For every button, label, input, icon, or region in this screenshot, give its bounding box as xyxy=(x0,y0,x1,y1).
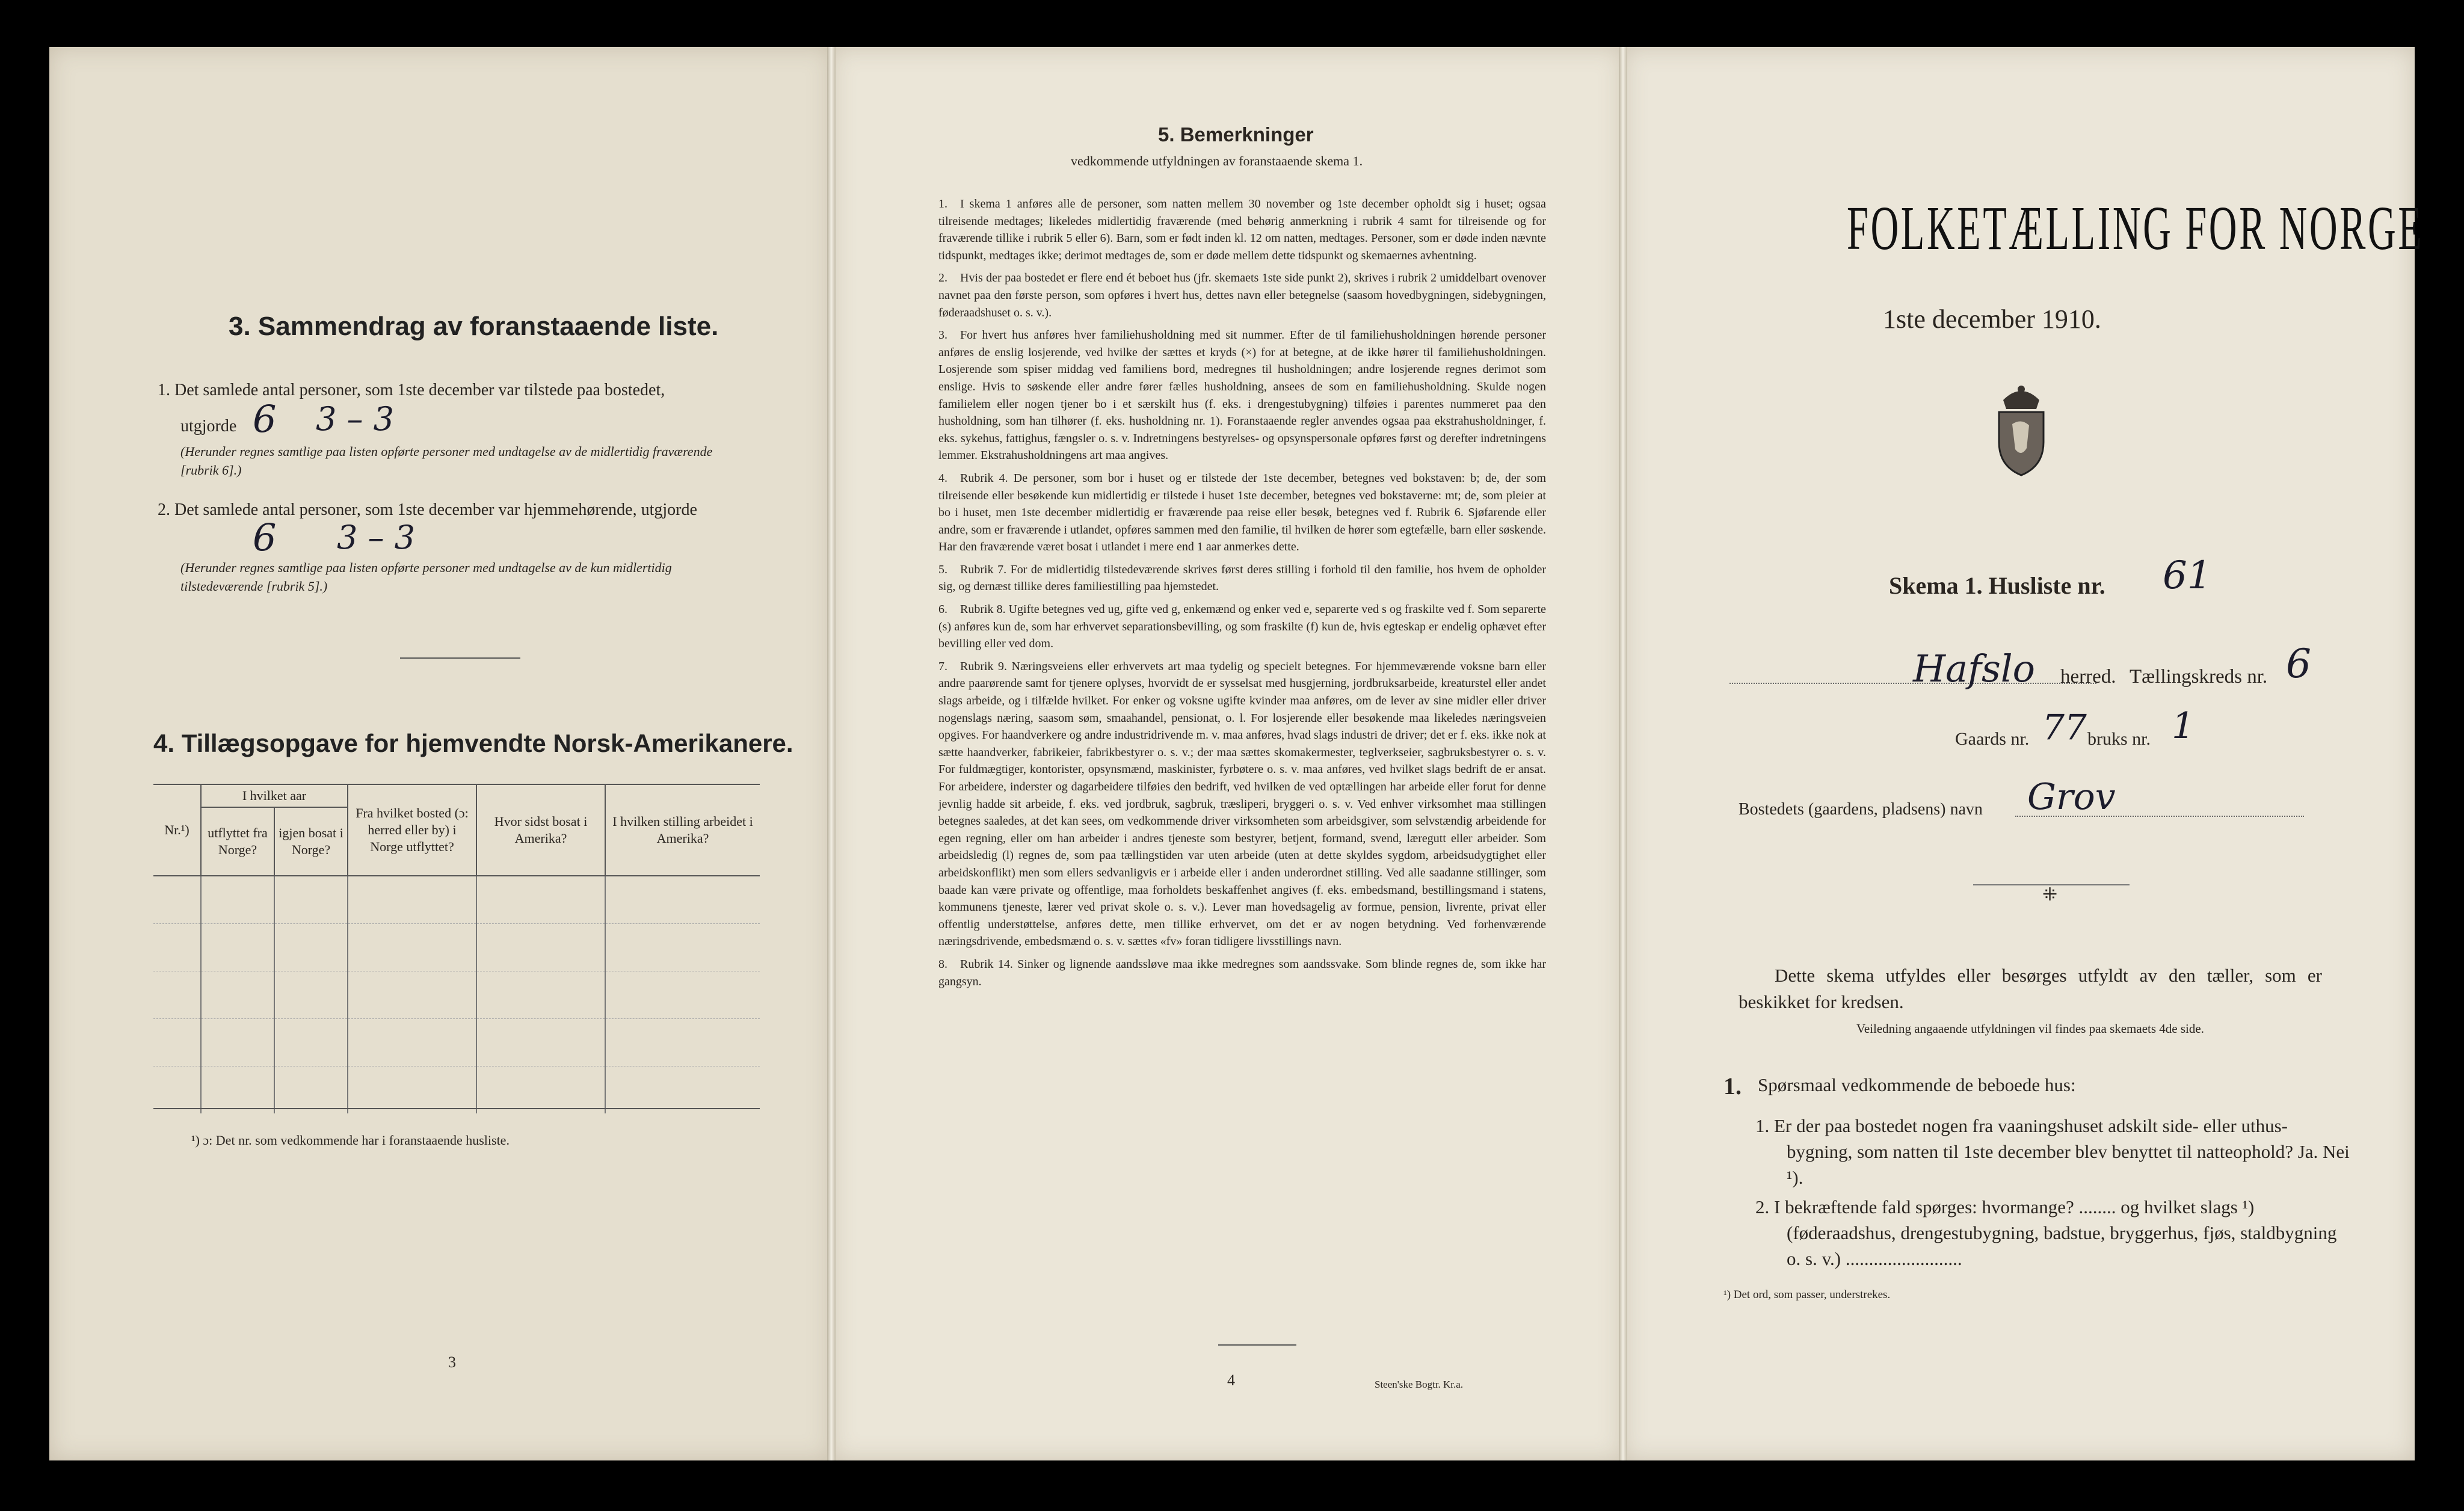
col-sidst-bosat: Hvor sidst bosat i Amerika? xyxy=(476,785,605,876)
right-footnote: ¹) Det ord, som passer, understrekes. xyxy=(1723,1288,1891,1301)
table-footnote: ¹) ɔ: Det nr. som vedkommende har i foranstaaende husliste. xyxy=(191,1133,510,1148)
ornament-icon: ⁜ xyxy=(2042,885,2058,905)
herred-label: herred. xyxy=(2060,666,2116,688)
bosted-value: Grov xyxy=(2027,776,2116,818)
coat-of-arms-icon xyxy=(1988,382,2054,478)
list-item: 4. Rubrik 4. De personer, som bor i huset og er tilstede der 1ste december, betegnes ved bokstaven: b; de, der som tilreisende eller besøkende kun midlertidig er tilstede i huset 1ste december, betegnes ved bokstaverne: mt; de, som pleier at bo i huset, men 1ste december midlertidig er fraværende paa reise eller besøk, betegnes ved f. Rubrik 6. Sjøfarende eller andre, som er fraværende i utlandet, opføres sammen med den familie, til hvilken de hører som egtefælle, barn eller søskende. Har den fraværende været bosat i utlandet i mere end 1 aar anmerkes dette. xyxy=(938,471,1546,554)
section4-title: 4. Tillægsopgave for hjemvendte Norsk-Amerikanere. xyxy=(153,729,793,757)
item1-split: 3 – 3 xyxy=(316,400,395,438)
list-item: 6. Rubrik 8. Ugifte betegnes ved ug, gifte ved g, enkemænd og enker ved e, separerte ved s og fraskilte ved f. Som separerte (s) anføres kun de, som har erhvervet separationsbevilling, og som fraskilte (f) kun de, hvis egteskap er endelig ophævet efter bevilling eller ved dom. xyxy=(938,603,1546,651)
skema-label: Skema 1. Husliste nr. xyxy=(1889,572,2105,599)
item2-text: 2. Det samlede antal personer, som 1ste december var hjemmehørende, utgjorde xyxy=(158,500,697,519)
page-number: 3 xyxy=(448,1353,456,1371)
question-2: 2. I bekræftende fald spørges: hvormange? ........ og hvilket slags ¹) (føderaadshus, drengestubygning, badstue, bryggerhus, fjøs, staldbygning o. s. v.) ......................... xyxy=(1755,1196,2337,1269)
item2-split: 3 – 3 xyxy=(337,519,416,556)
table-row xyxy=(153,924,760,971)
bemerkninger-list xyxy=(938,195,1546,996)
col-fra-bosted: Fra hvilket bosted (ɔ: herred eller by) i Norge utflyttet? xyxy=(348,785,476,876)
item1-lead: utgjorde xyxy=(180,417,237,435)
bemerkninger-subtitle: vedkommende utfyldningen av foranstaaende skema 1. xyxy=(1071,153,1363,168)
gaards-label: Gaards nr. xyxy=(1955,729,2030,749)
q-heading: Spørsmaal vedkommende de beboede hus: xyxy=(1758,1074,2076,1095)
table-row xyxy=(153,971,760,1019)
item1-value: 6 xyxy=(253,397,277,441)
question-1: 1. Er der paa bostedet nogen fra vaaningshuset adskilt side- eller uthus-bygning, som natten til 1ste december blev benyttet til natteophold? Ja. Nei ¹). xyxy=(1755,1115,2350,1188)
list-item: 8. Rubrik 14. Sinker og lignende aandssløve maa ikke medregnes som aandssvake. Som blinde regnes de, som ikke har gangsyn. xyxy=(938,957,1546,988)
item1-text: 1. Det samlede antal personer, som 1ste december var tilstede paa bostedet, xyxy=(158,381,665,399)
item1-note: (Herunder regnes samtlige paa listen opførte personer med undtagelse av de midlertidig fraværende [rubrik 6].) xyxy=(180,444,713,478)
col-stilling: I hvilken stilling arbeidet i Amerika? xyxy=(605,785,760,876)
divider xyxy=(400,657,520,659)
intro-note: Veiledning angaaende utfyldningen vil findes paa skemaets 4de side. xyxy=(1856,1021,2204,1036)
col-group-header: I hvilket aar xyxy=(201,785,348,807)
kreds-label: Tællingskreds nr. xyxy=(2130,666,2268,688)
col-nr: Nr.¹) xyxy=(153,785,201,876)
table-row xyxy=(153,1019,760,1066)
table-row xyxy=(153,1066,760,1114)
list-item: 1. I skema 1 anføres alle de personer, som natten mellem 30 november og 1ste december opholdt sig i huset; ogsaa tilreisende medtages; likeledes midlertidig fraværende (med behørig anmerkning i rubrik 4 samt for tilreisende og for fraværende tillike i rubrik 5 eller 6). Barn, som er født inden kl. 12 om natten, medtages. Personer, som er døde inden nævnte tidspunkt, medtages ikke; derimot medtages de, som er døde mellem dette tidspunkt og skemaernes avhentning. xyxy=(938,197,1546,262)
item2-value: 6 xyxy=(253,515,277,559)
table-bottom-rule xyxy=(153,1108,760,1109)
norsk-amerikanere-table xyxy=(153,785,760,1113)
divider xyxy=(1218,1344,1296,1346)
list-item: 2. Hvis der paa bostedet er flere end ét beboet hus (jfr. skemaets 1ste side punkt 2), skrives i rubrik 2 umiddelbart ovenover navnet paa den første person, som opføres i hvert hus, dettes navn eller betegnelse (saasom hovedbygningen, sidebygningen, føderaadshuset o. s. v.). xyxy=(938,271,1546,319)
col-igjen-bosat: igjen bosat i Norge? xyxy=(274,807,348,876)
bemerkninger-title: 5. Bemerkninger xyxy=(1158,123,1314,146)
col-utflyttet: utflyttet fra Norge? xyxy=(201,807,274,876)
table-row xyxy=(153,876,760,924)
item2-note: (Herunder regnes samtlige paa listen opførte personer med undtagelse av de kun midlertidig tilstedeværende [rubrik 5].) xyxy=(180,560,672,594)
page-fold xyxy=(1619,47,1627,1460)
q-heading-num: 1. xyxy=(1723,1072,1742,1100)
list-item: 7. Rubrik 9. Næringsveiens eller erhvervets art maa tydelig og specielt betegnes. For hjemmeværende voksne barn eller andre paarørende samt for tjenere oplyses, hvorvidt de er sysselsat med husgjerning, jordbruksarbeide, kreaturstel eller andet slags arbeide, og i tilfælde hvilket. For enker og voksne ugifte kvinder maa anføres, om de lever av sine midler eller driver nogenslags næring, saasom søm, smaahandel, pensionat, o. l. For losjerende eller besøkende maa likeledes næringsveien opgives. For haandverkere og andre industridrivende m. v. maa anføres, hvad slags industri de driver; det er f. eks. ikke nok at sætte haandverker, fabrikeier, fabrikbestyrer o. s. v.; der maa sættes skomakermester, teglverkseier, sagbruksbestyrer o. s. v. For fuldmægtiger, kontorister, opsynsmænd, maskinister, fyrbøtere o. s. v. maa anføres, ved hvilket slags bedrift de er ansat. For arbeidere, inderster og dagarbeidere tilføies den bedrift, ved hvilken de ved optællingen har arbeide eller forut for denne jevnlig hadde sit arbeide, f. eks. ved jordbruk, sagbruk, træsliperi, bryggeri o. s. v. Ved enhver virksomhet maa stillingen betegnes saaledes, at det kan sees, om vedkommende driver virksomheten som arbeidsgiver, som selvstændig arbeidende for egen regning, eller om han arbeider i andres tjeneste som bestyrer, betjent, formand, svend, læregutt eller arbeider. Som arbeidsledig (l) regnes de, som paa tællingstiden var uten arbeide (uten at dette skyldes sygdom, arbeidsudygtighet eller arbeidskonflikt) men som ellers sedvanligvis er i arbeide eller i anden underordnet stilling. Ved alle saadanne stillinger, som baade kan være private og offentlige, maa forholdets beskaffenhet angives (f. eks. embedsmand, bestillingsmand i statens, kommunens tjeneste, lærer ved privat skole o. s. v.). Lever man hovedsagelig av formue, pension, livrente, privat eller offentlig understøttelse, anføres dette, men tillike erhvervet, om det er av nogen betydning. Ved forhenværende næringsdrivende, embedsmænd o. s. v. sættes «fv» foran tidligere livsstillings navn. xyxy=(938,659,1546,949)
intro-text: Dette skema utfyldes eller besørges utfyldt av den tæller, som er beskikket for kredsen. xyxy=(1739,965,2322,1012)
bosted-label: Bostedets (gaardens, pladsens) navn xyxy=(1739,800,1983,819)
husliste-nr: 61 xyxy=(2163,553,2212,598)
gaards-value: 77 xyxy=(2042,707,2087,748)
page-number: 4 xyxy=(1227,1371,1235,1389)
kreds-value: 6 xyxy=(2286,641,2311,687)
section3-title: 3. Sammendrag av foranstaaende liste. xyxy=(229,312,719,341)
printer-mark: Steen'ske Bogtr. Kr.a. xyxy=(1375,1379,1464,1390)
bruks-label: bruks nr. xyxy=(2087,729,2151,749)
herred-value: Hafslo xyxy=(1913,647,2035,691)
form-title: FOLKETÆLLING FOR NORGE xyxy=(1847,194,2424,263)
form-date: 1ste december 1910. xyxy=(1883,304,2101,334)
list-item: 5. Rubrik 7. For de midlertidig tilstedeværende skrives først deres stilling i forhold til den familie, hos hvem de opholder sig, og dernæst tillike deres familiestilling paa hjemstedet. xyxy=(938,562,1546,594)
page-fold xyxy=(827,47,836,1460)
list-item: 3. For hvert hus anføres hver familiehusholdning med sit nummer. Efter de til familiehusholdningen hørende personer anføres de enslig losjerende, ved hvilke der sættes et kryds (×) for at betegne, at de ikke hører til familiehusholdningen. Losjerende som spiser middag ved familiens bord, medregnes til husholdningen; andre losjerende regnes derimot som enslige. Hvis to søskende eller andre fører fælles husholdning, ansees de som en familiehusholdning. Skulde nogen familielem eller nogen tjener bo i et særskilt hus (f. eks. i drengestubygning) tilføies i parentes nummeret paa den husholdning, som han tilhører (f. eks. husholdning nr. 1). Foranstaaende regler anvendes ogsaa paa ekstrahusholdninger, f. eks. sykehus, fattighus, fængsler o. s. v. Indretningens bestyrelses- og opsynspersonale opføres først og derefter indretningens lemmer. Ekstrahusholdningens art maa angives. xyxy=(938,328,1546,463)
bruks-value: 1 xyxy=(2172,705,2195,747)
